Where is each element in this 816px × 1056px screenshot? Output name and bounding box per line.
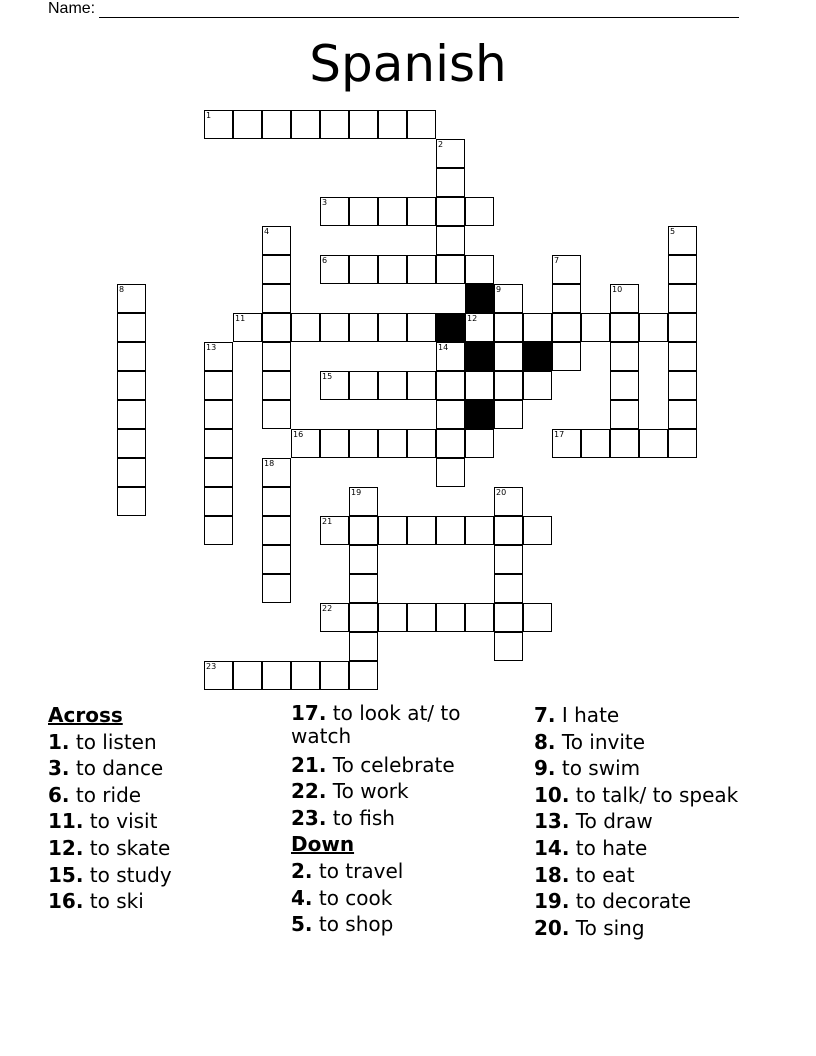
grid-cell[interactable] — [204, 661, 233, 690]
grid-cell[interactable] — [465, 197, 494, 226]
grid-cell[interactable] — [378, 255, 407, 284]
clue-item-text: to decorate — [575, 889, 692, 914]
grid-cell[interactable] — [494, 342, 523, 371]
grid-cell[interactable] — [349, 313, 378, 342]
grid-cell[interactable] — [349, 603, 378, 632]
grid-cell[interactable] — [349, 110, 378, 139]
clue-item-number: 10. — [534, 782, 570, 807]
clue-item-text: to dance — [75, 756, 164, 781]
grid-cell[interactable] — [262, 226, 291, 255]
grid-cell[interactable] — [117, 371, 146, 400]
clue-number: 10 — [612, 285, 623, 294]
grid-cell[interactable] — [668, 313, 697, 342]
clue-item-number: 15. — [48, 862, 84, 887]
clue-item — [48, 835, 278, 862]
clue-number: 14 — [438, 343, 449, 352]
clue-item-text: to ski — [89, 889, 144, 914]
grid-cell[interactable] — [349, 516, 378, 545]
grid-cell[interactable] — [262, 110, 291, 139]
clue-number: 20 — [496, 488, 507, 497]
grid-cell[interactable] — [436, 516, 465, 545]
clue-item — [534, 729, 804, 756]
grid-cell[interactable] — [291, 661, 320, 690]
clue-item — [291, 885, 521, 912]
clue-number: 9 — [496, 285, 502, 294]
grid-cell[interactable] — [262, 284, 291, 313]
clue-number: 12 — [467, 314, 478, 323]
clue-number: 11 — [235, 314, 246, 323]
clue-item-text: to listen — [75, 729, 157, 754]
grid-cell[interactable] — [407, 110, 436, 139]
clue-item-number: 8. — [534, 729, 556, 754]
grid-cell[interactable] — [117, 400, 146, 429]
grid-cell[interactable] — [610, 284, 639, 313]
grid-cell[interactable] — [552, 313, 581, 342]
clue-item-text: to swim — [561, 756, 641, 781]
grid-cell[interactable] — [610, 313, 639, 342]
grid-cell[interactable] — [349, 255, 378, 284]
grid-cell[interactable] — [407, 255, 436, 284]
clue-item-text: to talk/ to speak — [575, 782, 739, 807]
grid-cell[interactable] — [494, 574, 523, 603]
grid-cell[interactable] — [494, 545, 523, 574]
grid-cell[interactable] — [204, 371, 233, 400]
clue-item-number: 2. — [291, 858, 313, 883]
grid-cell[interactable] — [581, 429, 610, 458]
grid-cell[interactable] — [610, 342, 639, 371]
grid-cell[interactable] — [349, 429, 378, 458]
grid-cell[interactable] — [436, 197, 465, 226]
grid-cell[interactable] — [407, 603, 436, 632]
grid-cell[interactable] — [204, 487, 233, 516]
grid-cell[interactable] — [204, 429, 233, 458]
clue-number: 23 — [206, 662, 217, 671]
clue-item-text: I hate — [561, 703, 620, 727]
clue-number: 1 — [206, 111, 212, 120]
grid-cell[interactable] — [668, 371, 697, 400]
clue-item — [291, 858, 521, 885]
grid-cell[interactable] — [262, 545, 291, 574]
grid-cell[interactable] — [407, 429, 436, 458]
clues-column-2 — [291, 702, 521, 938]
clue-item — [534, 915, 804, 942]
clue-item — [48, 755, 278, 782]
clue-item — [534, 808, 804, 835]
clue-number: 2 — [438, 140, 444, 149]
grid-cell[interactable] — [494, 603, 523, 632]
clue-number: 3 — [322, 198, 328, 207]
grid-cell[interactable] — [320, 603, 349, 632]
clue-item-text: to visit — [89, 809, 158, 834]
grid-cell[interactable] — [262, 574, 291, 603]
grid-cell[interactable] — [349, 574, 378, 603]
grid-cell[interactable] — [436, 255, 465, 284]
clue-number: 13 — [206, 343, 217, 352]
grid-cell[interactable] — [378, 110, 407, 139]
clue-item-number: 21. — [291, 752, 327, 777]
clue-item-number: 17. — [291, 701, 327, 725]
black-square — [465, 342, 494, 371]
grid-cell[interactable] — [494, 487, 523, 516]
clue-item-number: 19. — [534, 889, 570, 914]
grid-cell[interactable] — [436, 168, 465, 197]
clue-item-number: 13. — [534, 809, 570, 834]
clue-item-text: to skate — [89, 835, 171, 860]
clue-number: 6 — [322, 256, 328, 265]
clues-column-3 — [534, 702, 804, 941]
clue-item-text: To work — [332, 779, 409, 804]
clue-item — [534, 835, 804, 862]
grid-cell[interactable] — [291, 429, 320, 458]
clue-item — [291, 911, 521, 938]
clue-item-number: 11. — [48, 809, 84, 834]
grid-cell[interactable] — [262, 487, 291, 516]
clue-item-number: 9. — [534, 756, 556, 781]
clue-item — [48, 808, 278, 835]
grid-cell[interactable] — [204, 516, 233, 545]
grid-cell[interactable] — [668, 255, 697, 284]
clue-number: 4 — [264, 227, 270, 236]
grid-cell[interactable] — [436, 400, 465, 429]
clue-item-number: 7. — [534, 703, 556, 727]
grid-cell[interactable] — [262, 516, 291, 545]
clue-item — [291, 805, 521, 832]
grid-cell[interactable] — [262, 313, 291, 342]
grid-cell[interactable] — [668, 226, 697, 255]
clue-item-number: 22. — [291, 779, 327, 804]
grid-cell[interactable] — [349, 371, 378, 400]
clue-item-text: to eat — [575, 862, 635, 887]
grid-cell[interactable] — [465, 371, 494, 400]
clue-item-text: to shop — [318, 912, 394, 937]
clue-item — [48, 862, 278, 889]
grid-cell[interactable] — [436, 458, 465, 487]
grid-cell[interactable] — [610, 371, 639, 400]
clue-item-text: to ride — [75, 782, 142, 807]
grid-cell[interactable] — [465, 313, 494, 342]
clue-item-text: To invite — [561, 729, 646, 754]
grid-cell[interactable] — [523, 603, 552, 632]
grid-cell[interactable] — [465, 255, 494, 284]
grid-cell[interactable] — [262, 255, 291, 284]
grid-cell[interactable] — [117, 313, 146, 342]
grid-cell[interactable] — [668, 342, 697, 371]
clue-item — [534, 862, 804, 889]
grid-cell[interactable] — [262, 661, 291, 690]
clue-item — [48, 729, 278, 756]
clue-item — [534, 782, 804, 809]
grid-cell[interactable] — [407, 516, 436, 545]
black-square — [465, 400, 494, 429]
clue-number: 21 — [322, 517, 333, 526]
grid-cell[interactable] — [494, 400, 523, 429]
name-label: Name: — [48, 0, 96, 17]
clue-item-text: to look at/ to watch — [291, 701, 461, 748]
grid-cell[interactable] — [494, 284, 523, 313]
grid-cell[interactable] — [494, 313, 523, 342]
clue-item-number: 12. — [48, 835, 84, 860]
grid-cell[interactable] — [320, 371, 349, 400]
clue-number: 22 — [322, 604, 333, 613]
grid-cell[interactable] — [494, 632, 523, 661]
grid-cell[interactable] — [639, 429, 668, 458]
grid-cell[interactable] — [291, 313, 320, 342]
grid-cell[interactable] — [204, 110, 233, 139]
down-heading: Down — [291, 832, 355, 857]
clue-item-text: to fish — [332, 805, 395, 830]
grid-cell[interactable] — [117, 458, 146, 487]
grid-cell[interactable] — [552, 429, 581, 458]
clue-item-text: To sing — [575, 915, 645, 940]
grid-cell[interactable] — [117, 284, 146, 313]
grid-cell[interactable] — [233, 110, 262, 139]
grid-cell[interactable] — [320, 255, 349, 284]
clue-item-text: To draw — [575, 809, 653, 834]
grid-cell[interactable] — [436, 139, 465, 168]
grid-cell[interactable] — [291, 110, 320, 139]
grid-cell[interactable] — [552, 284, 581, 313]
grid-cell[interactable] — [407, 371, 436, 400]
grid-cell[interactable] — [407, 197, 436, 226]
clue-item — [534, 755, 804, 782]
black-square — [436, 313, 465, 342]
grid-cell[interactable] — [668, 429, 697, 458]
clue-item-text: to cook — [318, 885, 393, 910]
grid-cell[interactable] — [465, 603, 494, 632]
clue-item-number: 4. — [291, 885, 313, 910]
grid-cell[interactable] — [349, 197, 378, 226]
clue-number: 17 — [554, 430, 565, 439]
grid-cell[interactable] — [233, 313, 262, 342]
grid-cell[interactable] — [117, 429, 146, 458]
grid-cell[interactable] — [320, 313, 349, 342]
grid-cell[interactable] — [436, 603, 465, 632]
grid-cell[interactable] — [349, 487, 378, 516]
clue-item — [291, 778, 521, 805]
across-heading: Across — [48, 703, 123, 727]
grid-cell[interactable] — [349, 545, 378, 574]
clue-item-number: 16. — [48, 889, 84, 914]
page-title: Spanish — [309, 35, 507, 93]
clue-item-text: to travel — [318, 858, 404, 883]
grid-cell[interactable] — [349, 632, 378, 661]
clue-number: 8 — [119, 285, 125, 294]
clue-item-number: 6. — [48, 782, 70, 807]
grid-cell[interactable] — [378, 516, 407, 545]
clue-item — [48, 782, 278, 809]
clue-number: 15 — [322, 372, 333, 381]
grid-cell[interactable] — [117, 342, 146, 371]
clue-number: 19 — [351, 488, 362, 497]
clue-item — [534, 888, 804, 915]
clue-item-text: To celebrate — [332, 752, 455, 777]
clue-item — [48, 888, 278, 915]
grid-cell[interactable] — [610, 429, 639, 458]
grid-cell[interactable] — [407, 313, 436, 342]
grid-cell[interactable] — [436, 226, 465, 255]
grid-cell[interactable] — [668, 284, 697, 313]
clue-item-number: 14. — [534, 835, 570, 860]
grid-cell[interactable] — [262, 400, 291, 429]
clue-number: 7 — [554, 256, 560, 265]
grid-cell[interactable] — [523, 313, 552, 342]
clue-item-number: 20. — [534, 915, 570, 940]
grid-cell[interactable] — [378, 313, 407, 342]
grid-cell[interactable] — [465, 516, 494, 545]
grid-cell[interactable] — [204, 342, 233, 371]
grid-cell[interactable] — [204, 400, 233, 429]
grid-cell[interactable] — [552, 342, 581, 371]
clue-item — [291, 752, 521, 779]
grid-cell[interactable] — [378, 371, 407, 400]
grid-cell[interactable] — [436, 342, 465, 371]
grid-cell[interactable] — [465, 429, 494, 458]
grid-cell[interactable] — [436, 371, 465, 400]
grid-cell[interactable] — [320, 661, 349, 690]
grid-cell[interactable] — [639, 313, 668, 342]
grid-cell[interactable] — [552, 255, 581, 284]
clue-number: 18 — [264, 459, 275, 468]
grid-cell[interactable] — [117, 487, 146, 516]
clue-item-number: 18. — [534, 862, 570, 887]
grid-cell[interactable] — [494, 516, 523, 545]
grid-cell[interactable] — [581, 313, 610, 342]
clue-item-number: 23. — [291, 805, 327, 830]
grid-cell[interactable] — [436, 429, 465, 458]
clues-column-1 — [48, 702, 278, 915]
grid-cell[interactable] — [378, 429, 407, 458]
clue-item-number: 3. — [48, 756, 70, 781]
grid-cell[interactable] — [320, 110, 349, 139]
grid-cell[interactable] — [378, 197, 407, 226]
grid-cell[interactable] — [262, 342, 291, 371]
grid-cell[interactable] — [320, 429, 349, 458]
grid-cell[interactable] — [494, 371, 523, 400]
clue-item — [534, 702, 804, 729]
clue-item-number: 1. — [48, 729, 70, 754]
grid-cell[interactable] — [523, 516, 552, 545]
grid-cell[interactable] — [378, 603, 407, 632]
clue-item-text: to hate — [575, 835, 648, 860]
grid-cell[interactable] — [262, 371, 291, 400]
black-square — [523, 342, 552, 371]
clue-item-text: to study — [89, 862, 172, 887]
grid-cell[interactable] — [668, 400, 697, 429]
grid-cell[interactable] — [320, 516, 349, 545]
grid-cell[interactable] — [523, 371, 552, 400]
grid-cell[interactable] — [233, 661, 262, 690]
grid-cell[interactable] — [204, 458, 233, 487]
clue-number: 16 — [293, 430, 304, 439]
clue-item-number: 5. — [291, 912, 313, 937]
grid-cell[interactable] — [349, 661, 378, 690]
grid-cell[interactable] — [610, 400, 639, 429]
clue-item — [291, 702, 521, 748]
grid-cell[interactable] — [320, 197, 349, 226]
clue-number: 5 — [670, 227, 676, 236]
black-square — [465, 284, 494, 313]
grid-cell[interactable] — [262, 458, 291, 487]
